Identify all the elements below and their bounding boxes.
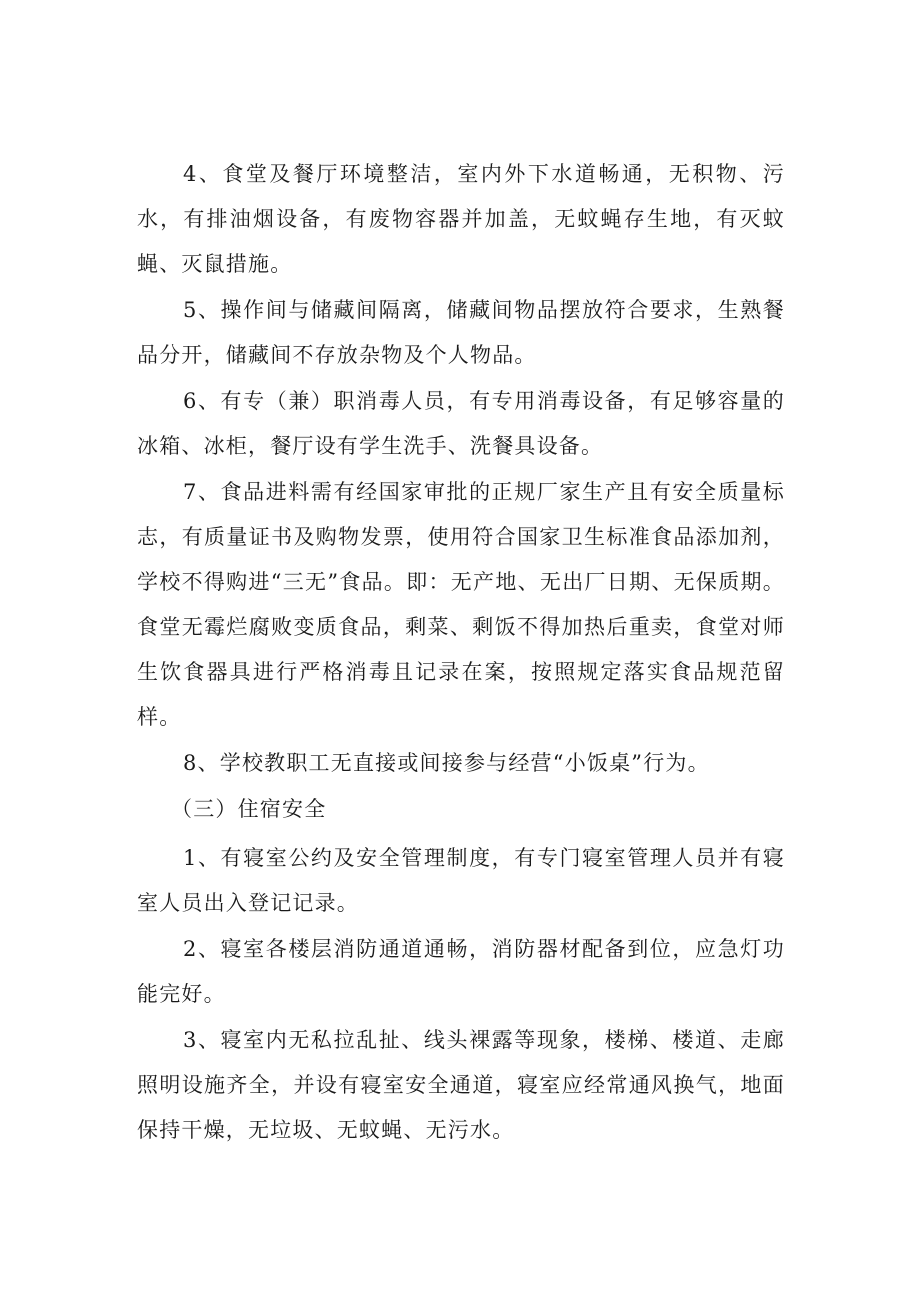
section-heading-dormitory-safety: （三）住宿安全 bbox=[171, 797, 327, 821]
paragraph-staff-conduct: 8、学校教职工无直接或间接参与经营“小饭桌”行为。 bbox=[183, 751, 710, 775]
paragraph-food-sourcing: 7、食品进料需有经国家审批的正规厂家生产且有安全质量标志，有质量证书及购物发票，使用符合国家卫生标准食品添加剂，学校不得购进“三无”食品。即：无产地、无出厂日期、无保质期。食堂无霉烂腐败变质食品，剩菜、剩饭不得加热后重卖，食堂对师生饮食器具进行严格消毒且记录在案，按照规定落实食品规范留样。 bbox=[137, 480, 785, 729]
paragraph-canteen-environment: 4、食堂及餐厅环境整洁，室内外下水道畅通，无积物、污水，有排油烟设备，有废物容器并加盖，无蚊蝇存生地，有灭蚊蝇、灭鼠措施。 bbox=[137, 162, 785, 276]
paragraph-dorm-hygiene: 3、寝室内无私拉乱扯、线头裸露等现象，楼梯、楼道、走廊照明设施齐全，并设有寝室安全通道，寝室应经常通风换气，地面保持干燥，无垃圾、无蚊蝇、无污水。 bbox=[137, 1028, 785, 1142]
paragraph-disinfection: 6、有专（兼）职消毒人员，有专用消毒设备，有足够容量的冰箱、冰柜，餐厅设有学生洗手、洗餐具设备。 bbox=[137, 389, 785, 458]
paragraph-storage-separation: 5、操作间与储藏间隔离，储藏间物品摆放符合要求，生熟餐品分开，储藏间不存放杂物及个人物品。 bbox=[137, 298, 785, 367]
document-body bbox=[137, 152, 785, 1153]
paragraph-dorm-rules: 1、有寝室公约及安全管理制度，有专门寝室管理人员并有寝室人员出入登记记录。 bbox=[137, 846, 785, 915]
paragraph-fire-exits: 2、寝室各楼层消防通道通畅，消防器材配备到位，应急灯功能完好。 bbox=[137, 937, 785, 1006]
